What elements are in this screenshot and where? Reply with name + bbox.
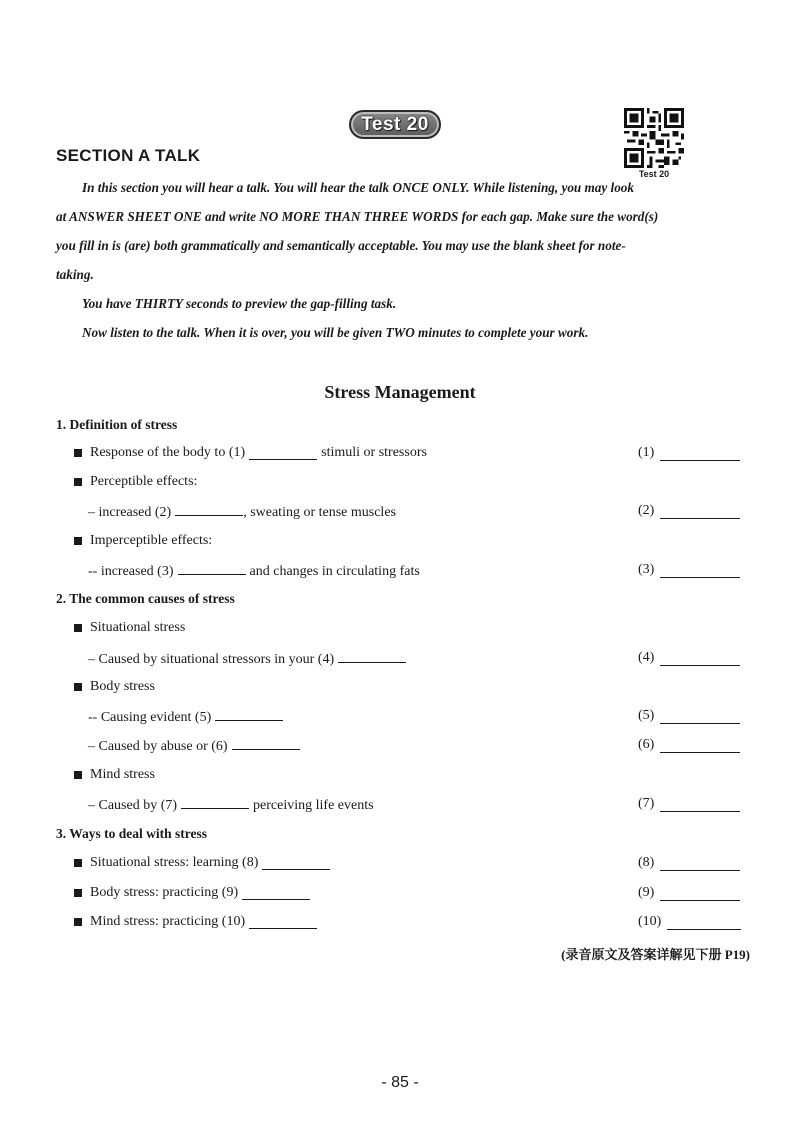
answer-8[interactable]: [638, 855, 740, 871]
bullet-mind: [74, 767, 155, 783]
bullet-situational: [74, 620, 185, 636]
instruction-line-6: Now listen to the talk. When it is over, you will be given TWO minutes to complete your work.: [82, 325, 589, 340]
answer-4[interactable]: [638, 650, 740, 666]
item-6: [88, 737, 304, 755]
item-7: [88, 796, 374, 814]
instruction-line-5: You have THIRTY seconds to preview the gap-filling task.: [82, 296, 397, 311]
answer-5[interactable]: [638, 708, 740, 724]
bullet-body-label: Body stress: [90, 679, 155, 694]
answer-10-line[interactable]: [667, 917, 741, 930]
item-10-gap: [249, 916, 317, 929]
answer-10-label: (10): [638, 914, 662, 929]
item-9: [74, 885, 314, 901]
answer-7[interactable]: [638, 796, 740, 812]
answer-4-line[interactable]: [660, 653, 740, 666]
instruction-line-1: In this section you will hear a talk. You will hear the talk ONCE ONLY. While listening, you may look: [82, 180, 634, 195]
item-1-gap: [249, 447, 317, 460]
bullet-square-icon: [74, 859, 82, 867]
item-3-text: -- increased (3): [88, 564, 174, 579]
item-7-text: – Caused by (7): [88, 798, 178, 813]
heading-definition: 1. Definition of stress: [56, 417, 178, 432]
test-badge: [349, 110, 441, 139]
answer-2-line[interactable]: [660, 506, 740, 519]
item-5-text: -- Causing evident (5): [88, 710, 212, 725]
answer-1-label: (1): [638, 445, 655, 460]
answer-1[interactable]: [638, 445, 740, 461]
bullet-square-icon: [74, 889, 82, 897]
instruction-line-3: you fill in is (are) both grammatically and semantically acceptable. You may use the blank sheet for note-: [56, 238, 626, 253]
item-6-text: – Caused by abuse or (6): [88, 739, 228, 754]
item-4-gap: [338, 650, 406, 663]
item-1: [74, 445, 427, 461]
item-5-gap: [215, 708, 283, 721]
answer-6-label: (6): [638, 737, 655, 752]
bullet-imperceptible: [74, 533, 212, 549]
answer-3[interactable]: [638, 562, 740, 578]
item-3-text-after: and changes in circulating fats: [249, 564, 420, 579]
answer-1-line[interactable]: [660, 448, 740, 461]
answer-9-label: (9): [638, 885, 655, 900]
answer-9[interactable]: [638, 885, 740, 901]
instruction-line-2: at ANSWER SHEET ONE and write NO MORE THAN THREE WORDS for each gap. Make sure the word(s): [56, 209, 659, 224]
item-10-text: Mind stress: practicing (10): [90, 914, 246, 929]
answer-10[interactable]: [638, 914, 741, 930]
test-badge-label: Test 20: [361, 113, 429, 135]
answer-7-line[interactable]: [660, 799, 740, 812]
item-2-text: – increased (2): [88, 505, 172, 520]
bullet-square-icon: [74, 537, 82, 545]
bullet-imperceptible-label: Imperceptible effects:: [90, 533, 213, 548]
item-4: [88, 650, 410, 668]
bullet-body: [74, 679, 155, 695]
qr-code-icon: [624, 108, 684, 168]
answer-9-line[interactable]: [660, 888, 740, 901]
item-6-gap: [232, 737, 300, 750]
item-9-text: Body stress: practicing (9): [90, 885, 239, 900]
answer-7-label: (7): [638, 796, 655, 811]
bullet-mind-label: Mind stress: [90, 767, 155, 782]
document-title: Stress Management: [324, 382, 476, 402]
answer-8-line[interactable]: [660, 858, 740, 871]
item-2: [88, 503, 396, 521]
item-7-gap: [181, 796, 249, 809]
item-1-text: Response of the body to (1): [90, 445, 246, 460]
answer-5-label: (5): [638, 708, 655, 723]
bullet-square-icon: [74, 478, 82, 486]
item-9-gap: [242, 887, 310, 900]
bullet-square-icon: [74, 449, 82, 457]
bullet-perceptible-label: Perceptible effects:: [90, 474, 198, 489]
qr-caption: Test 20: [638, 169, 670, 179]
item-2-gap: [175, 503, 243, 516]
bullet-square-icon: [74, 918, 82, 926]
bullet-square-icon: [74, 771, 82, 779]
answer-3-label: (3): [638, 562, 655, 577]
bullet-situational-label: Situational stress: [90, 620, 186, 635]
answer-3-line[interactable]: [660, 565, 740, 578]
item-8-text: Situational stress: learning (8): [90, 855, 259, 870]
item-5: [88, 708, 287, 726]
bullet-perceptible: [74, 474, 197, 490]
item-2-text-after: , sweating or tense muscles: [243, 505, 396, 520]
item-3: [88, 562, 420, 580]
bullet-square-icon: [74, 683, 82, 691]
item-7-text-after: perceiving life events: [253, 798, 374, 813]
item-8-gap: [262, 857, 330, 870]
answer-6[interactable]: [638, 737, 740, 753]
answer-8-label: (8): [638, 855, 655, 870]
instruction-line-4: taking.: [56, 267, 94, 282]
bullet-square-icon: [74, 624, 82, 632]
answer-2[interactable]: [638, 503, 740, 519]
answer-6-line[interactable]: [660, 740, 740, 753]
item-1-text-after: stimuli or stressors: [321, 445, 427, 460]
item-3-gap: [178, 562, 246, 575]
heading-causes: 2. The common causes of stress: [56, 591, 235, 606]
answer-5-line[interactable]: [660, 711, 740, 724]
page-number: - 85 -: [381, 1074, 419, 1091]
answer-reference-note: (录音原文及答案详解见下册 P19): [561, 947, 750, 962]
item-4-text: – Caused by situational stressors in your (4): [88, 652, 335, 667]
answer-4-label: (4): [638, 650, 655, 665]
heading-ways: 3. Ways to deal with stress: [56, 826, 208, 841]
item-8: [74, 855, 334, 871]
answer-2-label: (2): [638, 503, 655, 518]
section-title: SECTION A TALK: [56, 146, 201, 165]
item-10: [74, 914, 321, 930]
